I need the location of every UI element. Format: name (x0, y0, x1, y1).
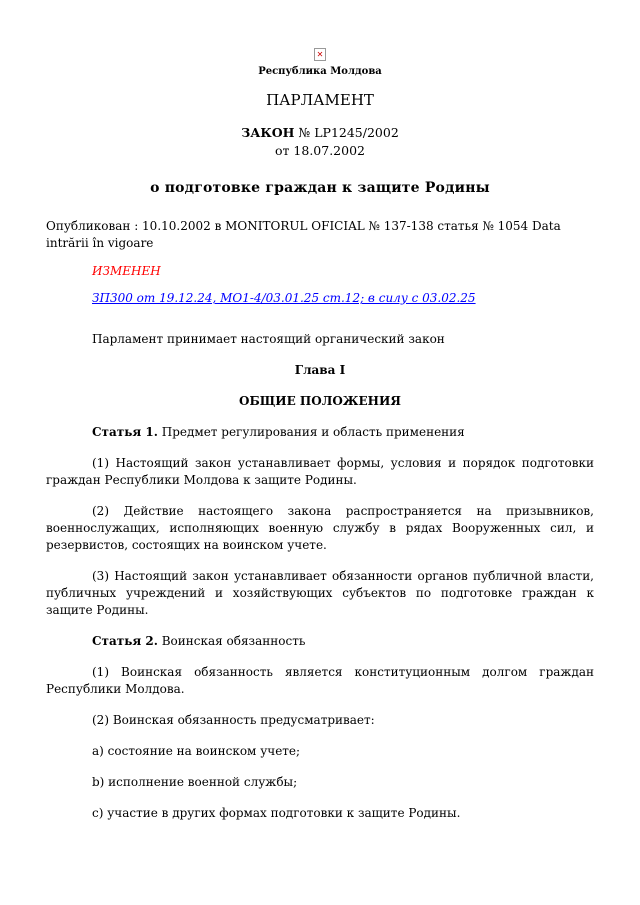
article-1-heading (46, 424, 594, 441)
parliament-heading: ПАРЛАМЕНТ (266, 91, 374, 109)
law-number (46, 124, 594, 160)
chapter-title: ОБЩИЕ ПОЛОЖЕНИЯ (239, 394, 401, 408)
publication-info: Опубликован : 10.10.2002 в MONITORUL OFICIAL № 137-138 статья № 1054 Data intrării în vigoare (46, 219, 561, 250)
chapter-heading: Глава I (294, 363, 346, 377)
article-paragraph: (1) Настоящий закон устанавливает формы, условия и порядок подготовки граждан Республики Молдова к защите Родины. (46, 456, 594, 487)
republic-name: Республика Молдова (258, 66, 382, 77)
amendment-link[interactable]: ЗП300 от 19.12.24, MO1-4/03.01.25 ст.12; в силу с 03.02.25 (92, 291, 476, 305)
article-label: Статья 2. (92, 634, 158, 648)
article-list-item: b) исполнение военной службы; (92, 775, 298, 789)
article-paragraph: (1) Воинская обязанность является конституционным долгом граждан Республики Молдова. (46, 665, 594, 696)
article-paragraph: (2) Воинская обязанность предусматривает: (92, 713, 375, 727)
article-title: Воинская обязанность (157, 634, 306, 648)
article-label: Статья 1. (92, 425, 158, 439)
broken-image-icon: ✕ (314, 48, 326, 61)
law-title: о подготовке граждан к защите Родины (150, 180, 490, 196)
law-id: № LP1245/2002 (298, 125, 399, 140)
law-label: ЗАКОН (241, 125, 295, 140)
article-paragraph: (2) Действие настоящего закона распространяется на призывников, военнослужащих, исполняющих военную службу в рядах Вооруженных сил, и резервистов, состоящих на воинском учете. (46, 504, 594, 552)
article-2-heading (46, 633, 594, 650)
amended-label: ИЗМЕНЕН (92, 264, 161, 278)
article-list-item: a) состояние на воинском учете; (92, 744, 301, 758)
preamble: Парламент принимает настоящий органический закон (92, 332, 445, 346)
law-date: от 18.07.2002 (275, 143, 365, 158)
article-paragraph: (3) Настоящий закон устанавливает обязанности органов публичной власти, публичных учреждений и хозяйствующих субъектов по подготовке граждан к защите Родины. (46, 569, 594, 617)
article-title: Предмет регулирования и область применения (157, 425, 465, 439)
article-list-item: c) участие в других формах подготовки к защите Родины. (92, 806, 461, 820)
